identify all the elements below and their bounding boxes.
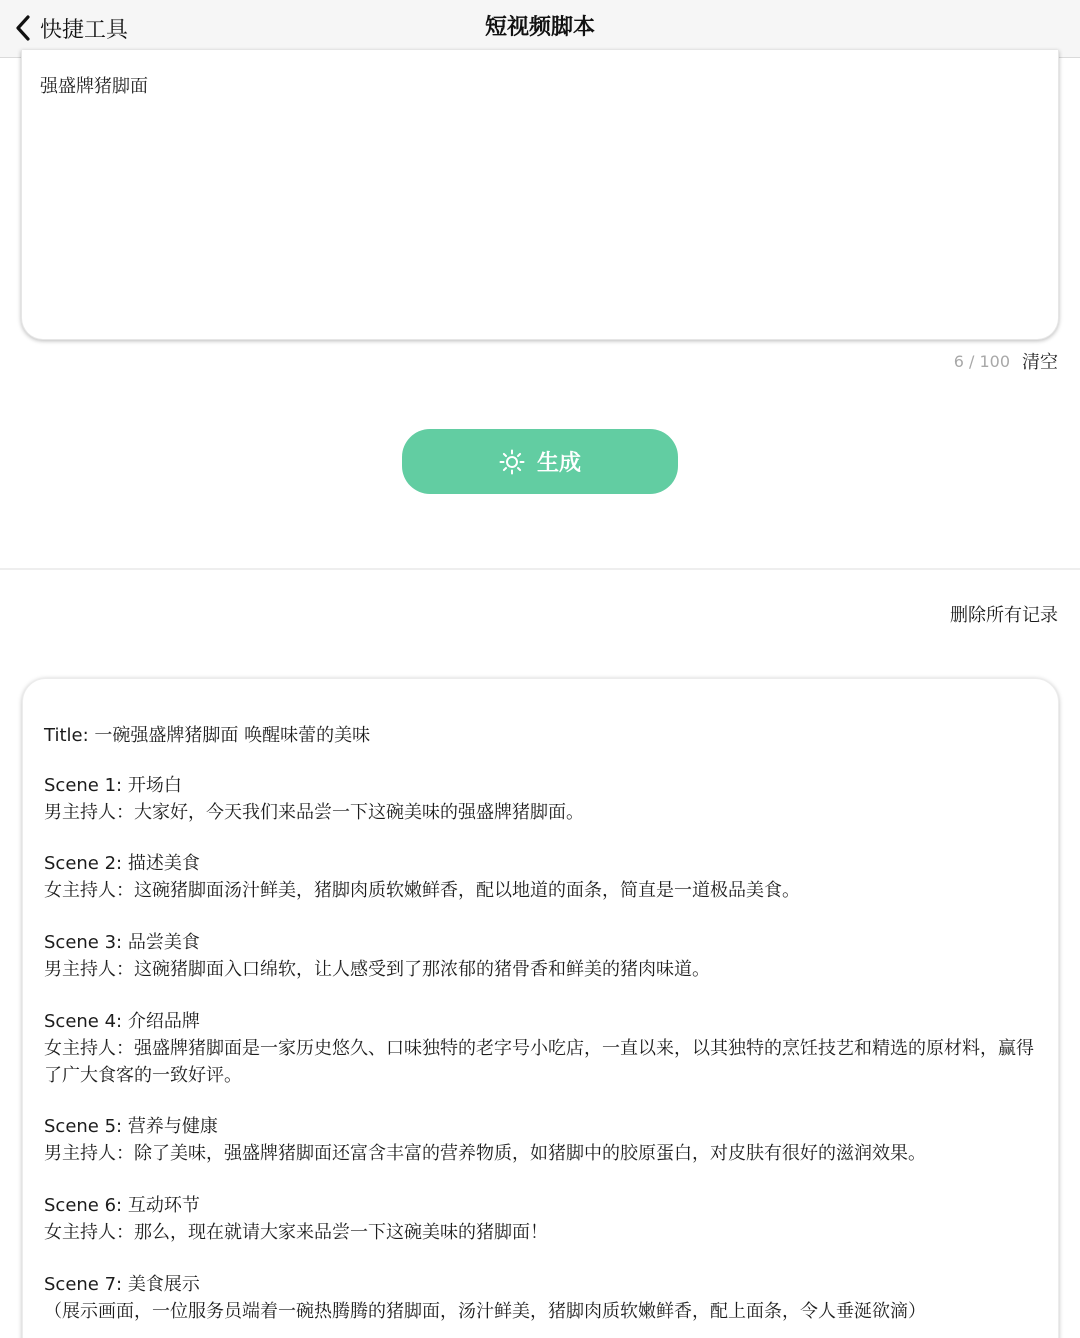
scene-block [44, 930, 1034, 983]
back-label: 快捷工具 [40, 17, 129, 43]
input-footer [954, 348, 1058, 374]
result-title: Title: 一碗强盛牌猪脚面 唤醒味蕾的美味 [44, 725, 371, 746]
scene-heading: Scene 3: 品尝美食 [44, 932, 200, 953]
scene-block [44, 1193, 1034, 1246]
scene-body: 男主持人：大家好，今天我们来品尝一下这碗美味的强盛牌猪脚面。 [44, 802, 584, 823]
scene-heading: Scene 5: 营养与健康 [44, 1116, 218, 1137]
scene-heading: Scene 7: 美食展示 [44, 1274, 200, 1295]
scene-body: 女主持人：那么，现在就请大家来品尝一下这碗美味的猪脚面！ [44, 1222, 548, 1243]
topic-input-field[interactable] [21, 50, 1059, 340]
char-counter: 6 / 100 [953, 351, 1010, 371]
section-divider [0, 568, 1080, 570]
scene-block [44, 773, 1034, 826]
scene-heading: Scene 2: 描述美食 [44, 853, 200, 874]
generate-button[interactable] [402, 429, 678, 494]
page-title: 短视频脚本 [484, 15, 595, 40]
scene-block [44, 1114, 1034, 1167]
scene-heading: Scene 4: 介绍品牌 [44, 1011, 200, 1032]
scene-body: 女主持人：强盛牌猪脚面是一家历史悠久、口味独特的老字号小吃店，一直以来，以其独特的烹饪技艺和精选的原材料，赢得了广大食客的一致好评。 [44, 1038, 1034, 1086]
scene-body: 男主持人：这碗猪脚面入口绵软，让人感受到了那浓郁的猪骨香和鲜美的猪肉味道。 [44, 959, 710, 980]
topic-input-value[interactable]: 强盛牌猪脚面 [40, 76, 148, 97]
generate-label: 生成 [536, 451, 581, 476]
sun-icon [499, 449, 525, 475]
scene-body: 男主持人：除了美味，强盛牌猪脚面还富含丰富的营养物质，如猪脚中的胶原蛋白，对皮肤有很好的滋润效果。 [44, 1143, 926, 1164]
clear-button[interactable]: 清空 [1022, 352, 1058, 373]
scene-body: （展示画面，一位服务员端着一碗热腾腾的猪脚面，汤汁鲜美，猪脚肉质软嫩鲜香，配上面条，令人垂涎欲滴） [44, 1301, 926, 1322]
result-card [22, 678, 1059, 1338]
scene-heading: Scene 6: 互动环节 [44, 1195, 200, 1216]
scene-heading: Scene 1: 开场白 [44, 775, 182, 796]
scene-block [44, 851, 1034, 904]
scene-block [44, 1009, 1034, 1089]
delete-all-records-button[interactable]: 删除所有记录 [950, 605, 1058, 626]
scene-body: 女主持人：这碗猪脚面汤汁鲜美，猪脚肉质软嫩鲜香，配以地道的面条，简直是一道极品美食。 [44, 880, 800, 901]
scene-block [44, 1272, 1034, 1325]
